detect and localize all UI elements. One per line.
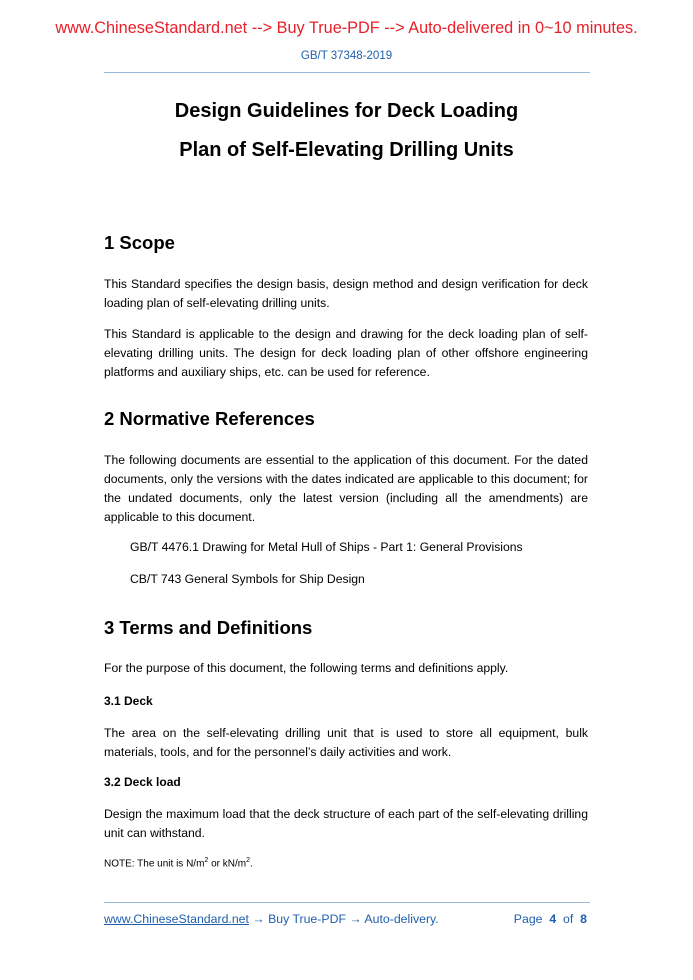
section-heading-terms-definitions: 3 Terms and Definitions [104, 617, 313, 638]
normative-reference-item: GB/T 4476.1 Drawing for Metal Hull of Ships - Part 1: General Provisions [130, 540, 523, 554]
normative-paragraph: The following documents are essential to the application of this document. For the dated documents, only the versions with the dates indicated are applicable to this document; for the undated documents, only the latest version (including all the amendments) are applicable to this document. [104, 453, 588, 524]
arrow-right-icon: → [248, 912, 269, 926]
term-definition-deck-load: Design the maximum load that the deck structure of each part of the self-elevating drilling unit can withstand. [104, 807, 588, 840]
scope-paragraph-2: This Standard is applicable to the design and drawing for the deck loading plan of self-elevating drilling units. The design for deck loading plan of other offshore engineering platforms and auxiliary ships, etc. can be used for reference. [104, 327, 588, 379]
header-divider [104, 72, 590, 73]
document-title-line-2: Plan of Self-Elevating Drilling Units [179, 139, 514, 161]
scope-paragraph-1: This Standard specifies the design basis, design method and design verification for deck loading plan of self-elevating drilling units. [104, 277, 588, 310]
term-heading-deck: 3.1 Deck [104, 694, 153, 708]
terms-intro: For the purpose of this document, the following terms and definitions apply. [104, 661, 509, 675]
page-indicator: Page 4 of 8 [513, 912, 587, 926]
document-title-line-1: Design Guidelines for Deck Loading [174, 100, 519, 122]
promo-banner[interactable]: www.ChineseStandard.net --> Buy True-PDF --> Auto-delivered in 0~10 minutes. [55, 19, 638, 37]
footer-site-link[interactable]: www.ChineseStandard.net [104, 912, 249, 926]
footer-delivery-text: Auto-delivery. [364, 912, 439, 926]
unit-note: NOTE: The unit is $N/m^2$ or $kN/m^2$. [104, 857, 253, 870]
normative-reference-item: CB/T 743 General Symbols for Ship Design [130, 572, 365, 586]
section-heading-scope: 1 Scope [104, 232, 175, 253]
footer-links [104, 912, 439, 926]
term-definition-deck: The area on the self-elevating drilling unit that is used to store all equipment, bulk materials, tools, and for the personnel’s daily activities and work. [104, 726, 588, 759]
term-heading-deck-load: 3.2 Deck load [104, 775, 181, 789]
footer-buy-text: Buy True-PDF [268, 912, 346, 926]
arrow-right-icon: → [345, 912, 365, 926]
standard-number-header: GB/T 37348-2019 [300, 50, 393, 62]
section-heading-normative-references: 2 Normative References [104, 408, 315, 429]
page-total: 8 [580, 912, 587, 926]
page-current: 4 [549, 912, 557, 926]
footer-divider [104, 902, 590, 903]
